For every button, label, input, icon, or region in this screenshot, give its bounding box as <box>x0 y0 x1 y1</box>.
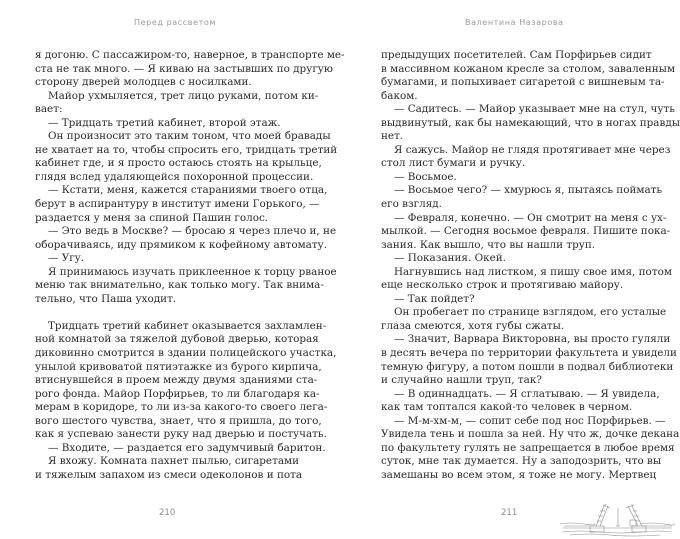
text-line: зания. Как вышло, что вы нашли труп. <box>381 238 596 251</box>
text-line: вает: <box>35 103 63 116</box>
text-line: глядя вслед удаляющейся похоронной процессии. <box>35 170 314 183</box>
text-line: и случайно нашли труп, так? <box>381 374 542 387</box>
text-line: Он произносит это таким тоном, что моей бравады <box>48 130 331 143</box>
text-line: — Это ведь в Москве? — бросаю я через плечо и, не <box>48 225 337 238</box>
text-line: вого шестого чувства, знает, что я пришла, до того, <box>35 414 322 427</box>
running-head-left: Перед рассветом <box>134 18 217 27</box>
text-line: и тяжелым запахом из смеси одеколонов и пота <box>35 468 303 481</box>
text-line: рого фонда. Майор Порфирьев, то ли благодаря ка- <box>35 387 320 400</box>
text-line: берут в аспирантуру в институт имени Горького, — <box>35 198 320 211</box>
text-line: — Значит, Варвара Викторовна, вы просто гуляли <box>394 333 671 346</box>
text-line: оборачиваясь, иду прямиком к кофейному автомату. <box>35 238 328 251</box>
text-line: — Так пойдет? <box>394 292 475 305</box>
text-line: его взгляд. <box>381 198 442 211</box>
text-line: — Показания. Окей. <box>394 252 506 265</box>
page-number-left: 210 <box>159 508 176 518</box>
text-line: в десять вечера по территории факультета и увидели <box>381 347 677 360</box>
text-line: — В одиннадцать. — Я сглатываю. — Я увидела, <box>394 387 660 400</box>
text-line: как я успеваю занести руку над дверью и постучать. <box>35 428 327 441</box>
text-line: — Тридцать третий кабинет, второй этаж. <box>48 116 281 129</box>
text-line: Нагнувшись над листком, я пишу свое имя, потом <box>394 265 672 278</box>
text-line: нет. <box>381 130 404 143</box>
text-line: Он пробегает по странице взглядом, его усталые <box>394 306 667 319</box>
text-line: диковинно смотрится в здании полицейского участка, <box>35 347 337 360</box>
text-line: мерам в коридоре, то ли из-за какого-то своего лега- <box>35 401 328 414</box>
text-line: Тридцать третий кабинет оказывается захламлен- <box>48 319 327 332</box>
text-line: как там топтался какой-то человек в черном. <box>381 401 633 414</box>
text-line: ной комнатой за тяжелой дубовой дверью, которая <box>35 333 319 346</box>
text-line: глаза смеются, хотя губы сжаты. <box>381 319 565 332</box>
text-line: Увидела тень и пошла за ней. Ну что ж, дочке декана <box>381 428 680 441</box>
text-line: ста не так много. — Я киваю на застывших по другую <box>35 62 333 75</box>
text-line: — Февраля, конечно. — Он смотрит на меня с ух- <box>394 211 667 224</box>
text-line: тельно, что Паша уходит. <box>35 292 177 305</box>
text-line: Я принимаюсь изучать приклеенное к торцу рваное <box>48 265 337 278</box>
text-line: замешаны во всем этом, я тоже не могу. Мертвец <box>381 468 657 481</box>
text-line: мылкой. — Сегодня восьмое февраля. Пишите пока- <box>381 225 671 238</box>
text-line: — Садитесь. — Майор указывает мне на стул, чуть <box>394 103 675 116</box>
paragraph-break <box>35 306 294 320</box>
text-line: меню так внимательно, как только могу. Так внима- <box>35 279 324 292</box>
drawbridge-illustration <box>560 496 674 539</box>
text-line: суток, мне так думается. Ну а заподозрить, что вы <box>381 455 662 468</box>
page-number-right: 211 <box>501 508 518 518</box>
text-line: в массивном кожаном кресле за столом, заваленным <box>381 62 676 75</box>
text-line: — Угу. <box>48 252 85 265</box>
text-line: по факультету гулять не запрещается в любое время <box>381 441 675 454</box>
text-line: темную фигуру, а потом пошли в подвал библиотеки <box>381 360 674 373</box>
text-line: — Восьмое чего? — хмурюсь я, пытаясь поймать <box>394 184 663 197</box>
text-line: втиснувшейся в проем между двумя зданиями ста- <box>35 374 318 387</box>
text-line: я догоню. С пассажиром-то, наверное, в транспорте ме- <box>35 49 345 61</box>
text-line: предыдущих посетителей. Сам Порфирьев сидит <box>381 49 652 61</box>
running-head-right: Валентина Назарова <box>465 18 564 27</box>
text-line: — Кстати, меня, кажется стараниями твоего отца, <box>48 184 328 197</box>
text-line: Майор ухмыляется, трет лицо руками, потом ки- <box>48 89 319 102</box>
text-line: сторону дверей молодцев с носилками. <box>35 76 252 89</box>
text-line: бумагами, и попыхивает сигаретой с вишневым та- <box>381 76 665 89</box>
text-line: не хватает на то, чтобы спросить его, тридцать третий <box>35 143 338 156</box>
text-line: кабинет где, и я просто остаюсь стоять на крыльце, <box>35 157 322 170</box>
text-line: — Входите, — раздается его задумчивый баритон. <box>48 441 326 454</box>
text-line: еще несколько строк и протягиваю майору. <box>381 279 624 292</box>
text-line: Я сажусь. Майор не глядя протягивает мне через <box>394 143 671 156</box>
text-line: унылой кривоватой пятиэтажке из бурого кирпича, <box>35 360 322 373</box>
right-page <box>337 0 680 539</box>
right-page-body <box>381 49 680 483</box>
text-line: — М-м-хм-м, — сопит себе под нос Порфирьев. — <box>394 414 666 427</box>
text-line: — Восьмое. <box>394 170 457 183</box>
text-line: выдвинутый, как бы намекающий, что в ногах правды <box>381 116 680 129</box>
text-line: баком. <box>381 89 418 102</box>
text-line: раздается у меня за спиной Пашин голос. <box>35 211 269 224</box>
left-page-body <box>35 49 345 483</box>
text-line: стол лист бумаги и ручку. <box>381 157 526 170</box>
text-line: Я вхожу. Комната пахнет пылью, сигаретами <box>48 455 300 468</box>
